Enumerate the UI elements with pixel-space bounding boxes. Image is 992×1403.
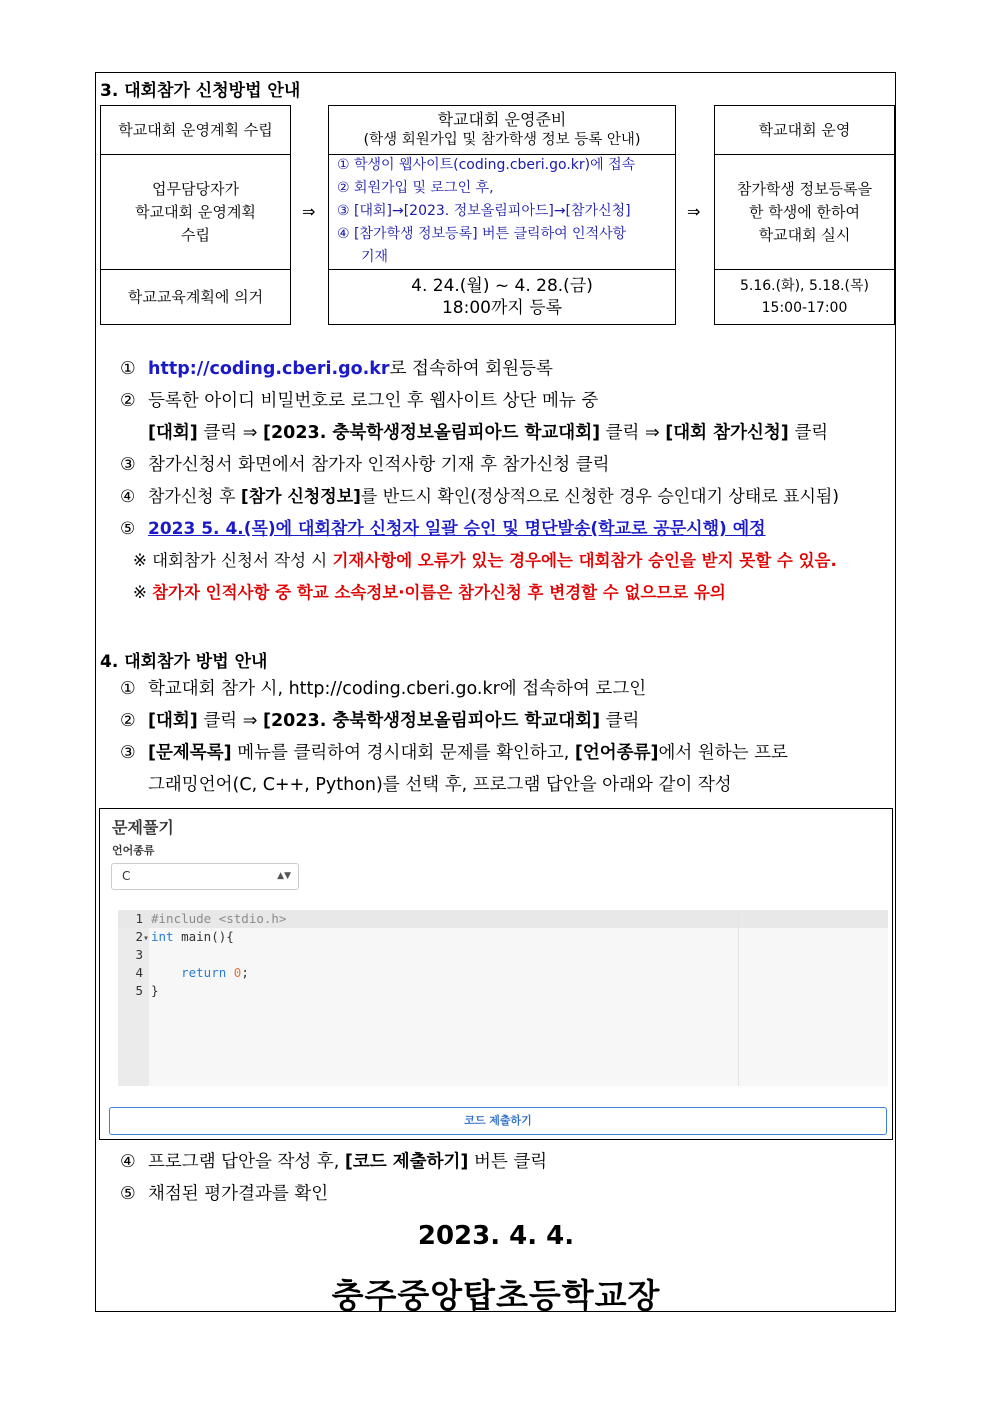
site-link[interactable]: http://coding.cberi.go.kr [148,359,390,379]
box3-footer: 5.16.(화), 5.18.(목) 15:00-17:00 [739,278,870,316]
s3-note-1: ※ 대회참가 신청서 작성 시 기재사항에 오류가 있는 경우에는 대회참가 승인을 받지 못할 수 있음. [133,551,837,570]
code-line: 1 #include <stdio.h> [135,911,287,926]
language-select[interactable]: C ▲▼ [111,863,299,890]
s3-note-2: ※ 참가자 인적사항 중 학교 소속정보·이름은 참가신청 후 변경할 수 없으므로 유의 [133,583,726,602]
flow-box-run [714,105,895,325]
code-line: 5 } [135,983,159,998]
flow-arrow-1: ⇒ [302,202,316,221]
s3-item-2b: [대회] 클릭 ⇒ [2023. 충북학생정보올림피아드 학교대회] 클릭 ⇒ [대회 참가신청] 클릭 [148,423,829,443]
problem-solve-title: 문제풀기 [112,818,174,837]
flow-arrow-2: ⇒ [687,202,701,221]
s4-item-4: ④ 프로그램 답안을 작성 후, [코드 제출하기] 버튼 클릭 [120,1152,548,1172]
code-line: 2▾ int main(){ [118,928,234,946]
code-editor[interactable] [118,910,888,1086]
s3-item-2: ② 등록한 아이디 비밀번호로 로그인 후 웹사이트 상단 메뉴 중 [120,391,599,411]
fold-icon: ▾ [143,933,150,944]
flow-box-prep [328,105,676,325]
s3-item-1: ① http://coding.cberi.go.kr로 접속하여 회원등록 [120,359,553,379]
box3-body: 참가학생 정보등록을 한 학생에 한하여 학교대회 실시 [736,179,873,244]
s4-item-1: ① 학교대회 참가 시, http://coding.cberi.go.kr에 접속하여 로그인 [120,679,647,699]
box1-header: 학교대회 운영계획 수립 [118,120,273,139]
box2-steps: ① 학생이 웹사이트(coding.cberi.go.kr)에 접속 ② 회원가입 및 로그인 후, ③ [대회]→[2023. 정보올림피아드]→[참가신청] ④ [참가학생 정보등록] 버튼 클릭하여 인적사항 기재 [337,157,636,265]
s4-item-3-cont: 그래밍언어(C, C++, Python)를 선택 후, 프로그램 답안을 아래와 같이 작성 [148,775,732,795]
language-label: 언어종류 [112,844,155,857]
box3-header: 학교대회 운영 [758,120,851,139]
box2-footer: 4. 24.(월) ~ 4. 28.(금) 18:00까지 등록 [411,276,593,318]
s3-item-5: ⑤ 2023 5. 4.(목)에 대회참가 신청자 일괄 승인 및 명단발송(학교로 공문시행) 예정 [120,519,766,539]
code-editor-screenshot [99,808,893,1140]
submit-code-button[interactable]: 코드 제출하기 [109,1107,887,1135]
flow-box-plan [100,105,291,325]
box1-footer: 학교교육계획에 의거 [127,287,264,306]
box2-header: 학교대회 운영준비 (학생 회원가입 및 참가학생 정보 등록 안내) [363,110,641,148]
s4-item-3: ③ [문제목록] 메뉴를 클릭하여 경시대회 문제를 확인하고, [언어종류]에서 원하는 프로 [120,743,788,763]
signer-name: 충주중앙탑초등학교장 [331,1276,661,1315]
section3-title: 3. 대회참가 신청방법 안내 [100,81,301,101]
select-arrows-icon: ▲▼ [277,871,291,881]
code-line: 3 [135,947,143,962]
s4-item-2: ② [대회] 클릭 ⇒ [2023. 충북학생정보올림피아드 학교대회] 클릭 [120,711,640,731]
section4-title: 4. 대회참가 방법 안내 [100,652,268,672]
box1-body: 업무담당자가 학교대회 운영계획 수립 [135,179,256,244]
s4-item-5: ⑤ 채점된 평가결과를 확인 [120,1184,329,1204]
code-line: 4 return 0; [135,965,249,980]
s3-item-3: ③ 참가신청서 화면에서 참가자 인적사항 기재 후 참가신청 클릭 [120,455,610,475]
s3-item-4: ④ 참가신청 후 [참가 신청정보]를 반드시 확인(정상적으로 신청한 경우 승인대기 상태로 표시됨) [120,487,839,507]
document-date: 2023. 4. 4. [417,1221,575,1251]
